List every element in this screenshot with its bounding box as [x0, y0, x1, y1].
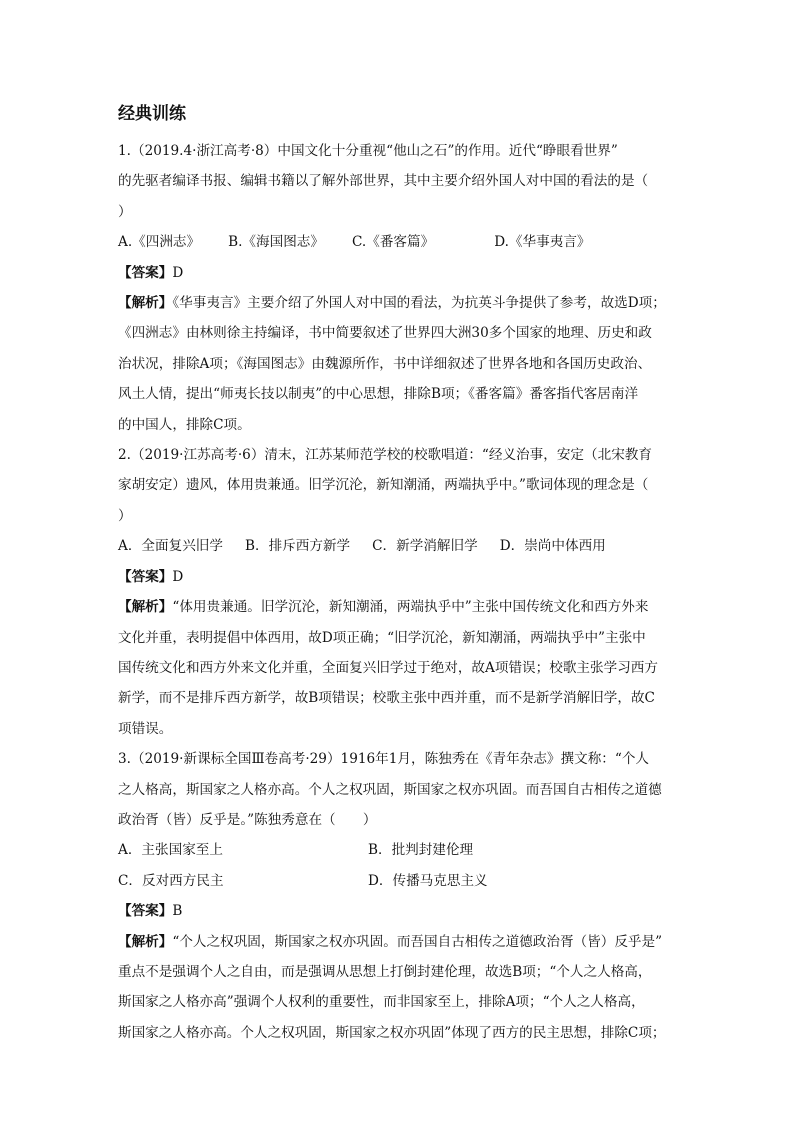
- stem-line: 3.（2019·新课标全国Ⅲ卷高考·29）1916年1月，陈独秀在《青年杂志》撰文称：“个人: [118, 751, 650, 768]
- analysis-line: 项错误。: [118, 720, 173, 737]
- option-b: B．排斥西方新学: [244, 538, 351, 555]
- answer-label: 【答案】: [118, 903, 173, 920]
- question-1-options: [118, 227, 678, 257]
- analysis-line: “个人之权巩固，斯国家之权亦巩固。而吾国自古相传之道德政治胥（皆）反乎是”: [172, 933, 663, 950]
- analysis-line: 新学，而不是排斥西方新学，故B项错误；校歌主张中西并重，而不是新学消解旧学，故C: [118, 690, 655, 707]
- stem-line: 政治胥（皆）反乎是。”陈独秀意在（ ）: [118, 811, 377, 828]
- option-c: C．反对西方民主: [118, 872, 224, 889]
- option-a: A．主张国家至上: [118, 842, 223, 859]
- analysis-line: 斯国家之人格亦高”强调个人权利的重要性，而非国家至上，排除A项；“个人之人格高，: [118, 994, 645, 1011]
- answer-value: D: [172, 264, 184, 281]
- analysis-line: 治状况，排除A项；《海国图志》由魏源所作，书中详细叙述了世界各地和各国历史政治、: [118, 355, 652, 372]
- question-2-answer: [118, 562, 678, 592]
- stem-line: 之人格高，斯国家之人格亦高。个人之权巩固，斯国家之权亦巩固。而吾国自古相传之道德: [118, 781, 662, 798]
- analysis-label: 【解析】: [118, 933, 173, 950]
- option-a: A.《四洲志》: [118, 234, 201, 251]
- option-b: B．批判封建伦理: [368, 842, 474, 859]
- answer-label: 【答案】: [118, 264, 173, 281]
- analysis-line: 重点不是强调个人之自由，而是强调从思想上打倒封建伦理，故选B项；“个人之人格高，: [118, 963, 652, 980]
- question-1-stem: [118, 136, 678, 227]
- document-page: [118, 100, 678, 1048]
- option-c: C．新学消解旧学: [372, 538, 478, 555]
- analysis-line: 风土人情，提出“师夷长技以制夷”的中心思想，排除B项；《番客篇》番客指代客居南洋: [118, 386, 639, 403]
- answer-value: D: [172, 568, 184, 585]
- option-b: B.《海国图志》: [228, 234, 324, 251]
- analysis-line: 的中国人，排除C项。: [118, 416, 251, 433]
- question-2-analysis: [118, 592, 678, 744]
- option-a: A．全面复兴旧学: [118, 538, 223, 555]
- question-3: [118, 744, 678, 1048]
- analysis-label: 【解析】: [118, 295, 173, 312]
- question-2-options: [118, 531, 678, 561]
- stem-line: 家胡安定）遗风，体用贵兼通。旧学沉沦，新知潮涌，两端执乎中。”歌词体现的理念是（ ）: [118, 477, 676, 524]
- option-d: D.《华事夷言》: [494, 234, 591, 251]
- question-3-options: [118, 835, 678, 896]
- analysis-line: 《华事夷言》主要介绍了外国人对中国的看法，为抗英斗争提供了参考，故选D项；: [172, 295, 666, 312]
- question-3-analysis: [118, 927, 678, 1049]
- stem-line: 1.（2019.4·浙江高考·8）中国文化十分重视“他山之石”的作用。近代“睁眼看世界”: [118, 143, 618, 159]
- analysis-line: “体用贵兼通。旧学沉沦，新知潮涌，两端执乎中”主张中国传统文化和西方外来: [172, 599, 649, 616]
- analysis-line: 文化并重，表明提倡中体西用，故D项正确；“旧学沉沦，新知潮涌，两端执乎中”主张中: [118, 629, 646, 646]
- question-1-analysis: [118, 288, 678, 440]
- analysis-line: 《四洲志》由林则徐主持编译，书中简要叙述了世界四大洲30多个国家的地理、历史和政: [118, 325, 652, 342]
- answer-label: 【答案】: [118, 568, 173, 585]
- question-1: [118, 136, 678, 440]
- stem-line: 的先驱者编译书报、编辑书籍以了解外部世界，其中主要介绍外国人对中国的看法的是（ ）: [118, 173, 676, 220]
- analysis-line: 国传统文化和西方外来文化并重，全面复兴旧学过于绝对，故A项错误；校歌主张学习西方: [118, 659, 658, 676]
- analysis-line: 斯国家之人格亦高。个人之权巩固，斯国家之权亦巩固”体现了西方的民主思想，排除C项；: [118, 1024, 666, 1041]
- analysis-label: 【解析】: [118, 599, 173, 616]
- question-2: [118, 440, 678, 744]
- section-title: 经典训练: [118, 104, 186, 124]
- question-1-answer: [118, 258, 678, 288]
- stem-line: 2.（2019·江苏高考·6）清末，江苏某师范学校的校歌唱道：“经义治事，安定（北宋教育: [118, 447, 652, 464]
- question-2-stem: [118, 440, 678, 531]
- option-c: C.《番客篇》: [351, 234, 435, 251]
- option-d: D．崇尚中体西用: [499, 538, 606, 555]
- answer-value: B: [172, 903, 183, 920]
- question-3-stem: [118, 744, 678, 835]
- question-3-answer: [118, 896, 678, 926]
- option-d: D．传播马克思主义: [368, 872, 488, 889]
